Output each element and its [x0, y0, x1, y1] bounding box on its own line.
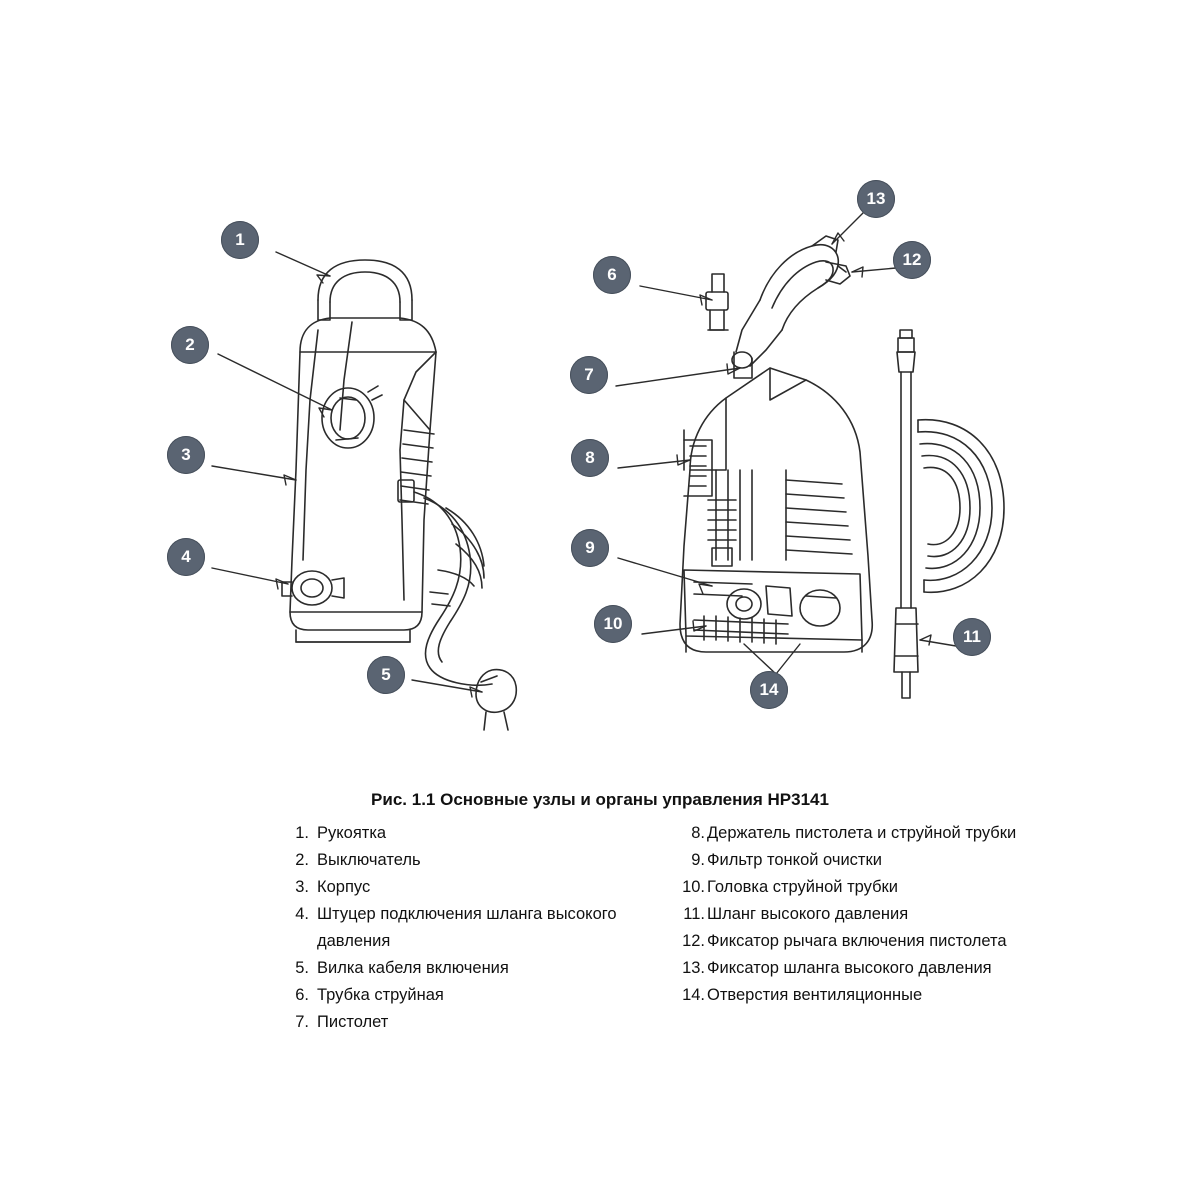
legend-item	[275, 1009, 635, 1036]
legend-item	[675, 955, 1035, 982]
legend-item	[275, 982, 635, 1009]
legend-number: 6.	[295, 986, 309, 1004]
legend-label: Рукоятка	[317, 824, 387, 842]
legend-label: Фильтр тонкой очистки	[707, 851, 882, 869]
callout-12[interactable]: 12	[893, 241, 931, 279]
legend-label: Фиксатор шланга высокого давления	[707, 959, 992, 977]
legend-label: Пистолет	[317, 1013, 389, 1031]
callout-9[interactable]: 9	[571, 529, 609, 567]
legend-item	[275, 820, 635, 847]
legend-number: 13.	[682, 959, 705, 977]
callout-3[interactable]: 3	[167, 436, 205, 474]
callout-2[interactable]: 2	[171, 326, 209, 364]
legend-number: 11.	[683, 905, 705, 923]
legend-number: 10.	[682, 878, 705, 896]
legend-number: 5.	[295, 959, 309, 977]
legend-number: 14.	[682, 986, 705, 1004]
legend-label: Шланг высокого давления	[707, 905, 909, 923]
callout-13[interactable]: 13	[857, 180, 895, 218]
legend-number: 4.	[295, 905, 309, 923]
callout-7[interactable]: 7	[570, 356, 608, 394]
legend-number: 8.	[691, 824, 705, 842]
callout-5[interactable]: 5	[367, 656, 405, 694]
legend-label: Фиксатор рычага включения пистолета	[707, 932, 1007, 950]
callout-11[interactable]: 11	[953, 618, 991, 656]
figure-caption: Рис. 1.1 Основные узлы и органы управления HP3141	[371, 790, 829, 809]
legend	[275, 820, 1035, 1036]
machine-side-view	[282, 260, 516, 730]
legend-number: 1.	[295, 824, 309, 842]
callout-14[interactable]: 14	[750, 671, 788, 709]
legend-number: 9.	[691, 851, 705, 869]
legend-item	[675, 847, 1035, 874]
legend-item	[675, 982, 1035, 1009]
legend-item	[275, 955, 635, 982]
legend-item	[275, 847, 635, 874]
legend-label: Отверстия вентиляционные	[707, 986, 923, 1004]
callout-8[interactable]: 8	[571, 439, 609, 477]
legend-number: 2.	[295, 851, 309, 869]
legend-number: 12.	[682, 932, 705, 950]
legend-label: Вилка кабеля включения	[317, 959, 509, 977]
legend-item	[675, 901, 1035, 928]
legend-label: Головка струйной трубки	[707, 878, 898, 896]
callout-10[interactable]: 10	[594, 605, 632, 643]
legend-column-left	[275, 820, 635, 1036]
legend-item	[675, 820, 1035, 847]
legend-label: Штуцер подключения шланга высокого давления	[317, 905, 617, 950]
legend-label: Держатель пистолета и струйной трубки	[707, 824, 1017, 842]
callout-6[interactable]: 6	[593, 256, 631, 294]
legend-number: 3.	[295, 878, 309, 896]
legend-label: Выключатель	[317, 851, 421, 869]
legend-item	[275, 874, 635, 901]
legend-item	[675, 928, 1035, 955]
legend-column-right	[675, 820, 1035, 1036]
legend-item	[675, 874, 1035, 901]
legend-item	[275, 901, 635, 955]
callout-4[interactable]: 4	[167, 538, 205, 576]
legend-label: Трубка струйная	[317, 986, 444, 1004]
legend-number: 7.	[295, 1013, 309, 1031]
legend-label: Корпус	[317, 878, 371, 896]
callout-1[interactable]: 1	[221, 221, 259, 259]
